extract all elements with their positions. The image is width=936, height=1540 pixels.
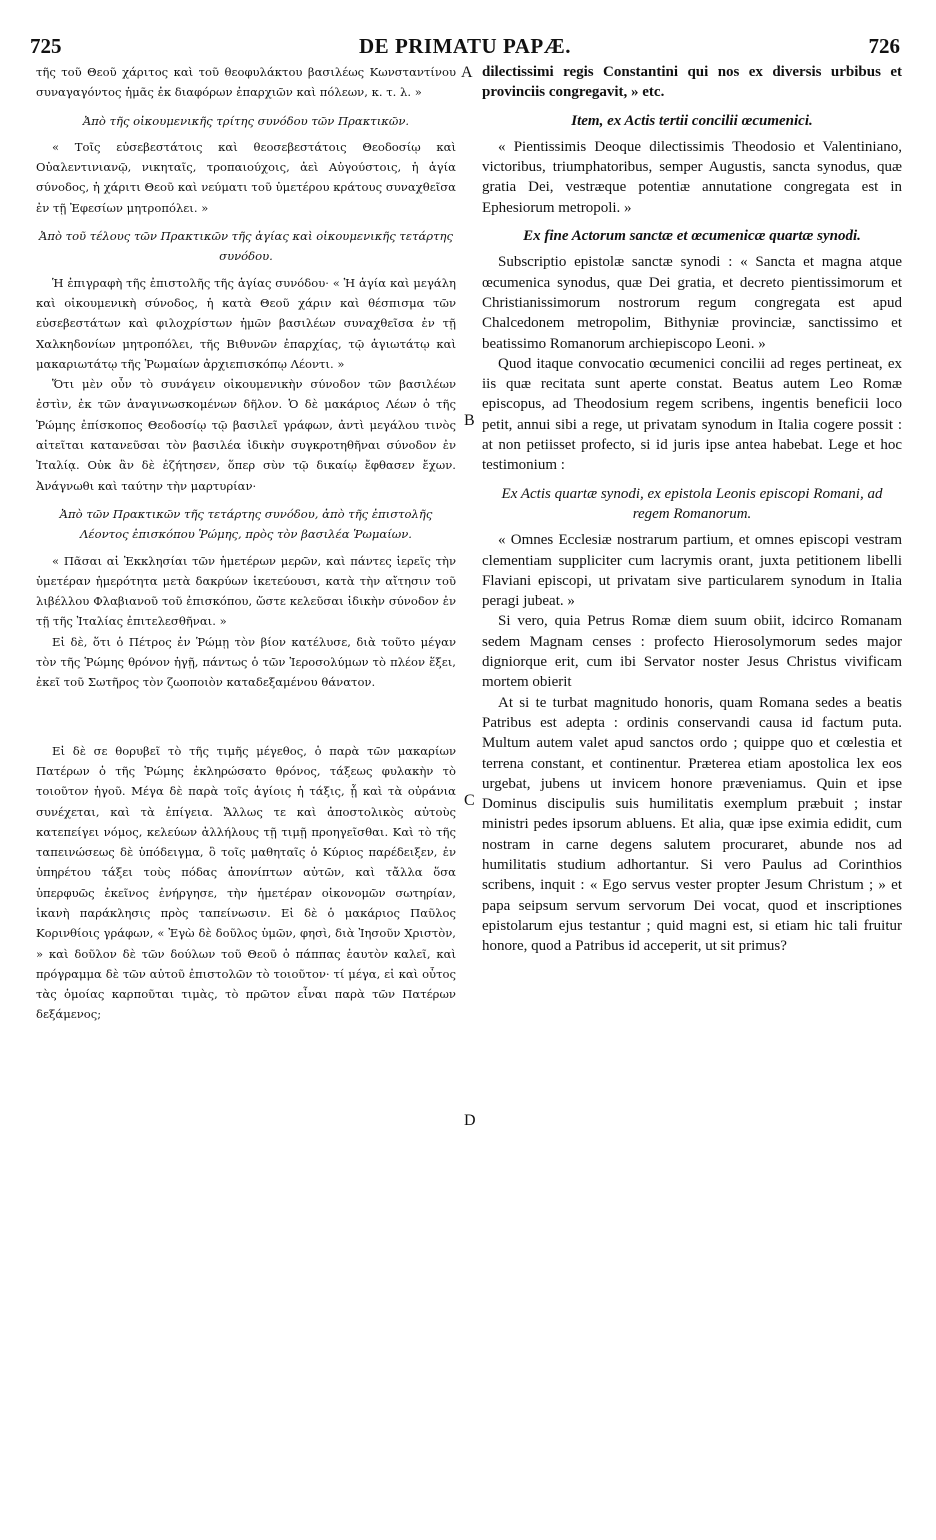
- margin-letter-b: B: [464, 412, 475, 429]
- greek-paragraph: Ἡ ἐπιγραφὴ τῆς ἐπιστολῆς τῆς ἁγίας συνόδου· « Ἡ ἁγία καὶ μεγάλη καὶ οἰκουμενικὴ σύνοδος, ἡ κατὰ Θεοῦ χάριν καὶ θέσπισμα τῶν εὐσεβεστάτων καὶ φιλοχρίστων ἡμῶν βασιλέων συναχθεῖσα ἐν τῇ Χαλκηδονίων μητροπόλει, τῆς Βιθυνῶν ἐπαρχίας, τῷ ἁγιωτάτῳ καὶ μακαριωτάτῳ τῆς Ῥωμαίων ἀρχιεπισκόπῳ Λέοντι. »: [36, 275, 456, 371]
- greek-section-heading: Ἀπὸ τῆς οἰκουμενικῆς τρίτης συνόδου τῶν Πρακτικῶν.: [82, 113, 410, 128]
- margin-letter-a: A: [461, 64, 473, 81]
- latin-paragraph: Quod itaque convocatio œcumenici concilii ad reges pertineat, ex iis quæ recitata sunt aperte constat. Beatus autem Leo Romæ episcopus, ad Theodosium regem scribens, ingentis beneficii loco petit, annui sibi a rege, ut privatam synodum in Italia cogere possit : at non petiisset profecto, si id juris ipse antea habebat. Lege et hoc testimonium :: [482, 355, 902, 474]
- greek-paragraph: Εἰ δὲ σε θορυβεῖ τὸ τῆς τιμῆς μέγεθος, ὁ παρὰ τῶν μακαρίων Πατέρων ὁ τῆς Ῥώμης ἐκληρώσατο θρόνος, τάξεως φυλακὴν τὸ τοιοῦτον ἡγοῦ. Μέγα δὲ παρὰ τοῖς ἁγίοις ἡ τάξις, ᾗ καὶ τὰ οὐράνια συνέχεται, καὶ τὰ ἐπίγεια. Ἄλλως τε καὶ ἀποστολικὸς αὐτοὺς κατεπείγει νόμος, κελεύων ἀλλήλους τῇ τιμῇ προηγεῖσθαι. Καὶ τὸ τῆς ταπεινώσεως δὲ ὑπόδειγμα, ὃ τοῖς μαθηταῖς ὁ Κύριος παρέδειξεν, ἐν ὑπηρέτου τάξει τοὺς πόδας ἀπονίπτων αὐτῶν, καὶ τἄλλα ὅσα ὑπερφυῶς ἐκεῖνος ἐνήργησε, τὴν ἡμετέραν οἰκονομῶν σωτηρίαν, ἱκανὴ παράκλησις πρὸς ταπείνωσιν. Εἰ δὲ ὁ μακάριος Παῦλος Κορινθίοις γράφων, « Ἐγὼ δὲ δοῦλος ὑμῶν, φησὶ, διὰ Ἰησοῦν Χριστὸν, » καὶ δοῦλον δὲ τῶν δούλων τοῦ Θεοῦ ὁ πάππας ἑαυτὸν καλεῖ, καὶ πρόγραμμα δὲ τῶν αὐτοῦ ἐπιστολῶν τὸ τοιοῦτον· τί μέγα, εἰ καὶ οὗτος τὰς ὁμοίας καρποῦται τιμὰς, τὸ πρῶτον εἶναι παρὰ τῶν Πατέρων δεξάμενος;: [36, 743, 456, 1022]
- greek-paragraph: τῆς τοῦ Θεοῦ χάριτος καὶ τοῦ θεοφυλάκτου βασιλέως Κωνσταντίνου συναγαγόντος ἡμᾶς ἐκ διαφόρων ἐπαρχιῶν καὶ πόλεων, κ. τ. λ. »: [36, 65, 456, 100]
- greek-paragraph: « Τοῖς εὐσεβεστάτοις καὶ θεοσεβεστάτοις Θεοδοσίῳ καὶ Οὐαλεντινιανῷ, νικηταῖς, τροπαιούχοις, ἀεὶ Αὐγούστοις, ἡ ἁγία σύνοδος, ἡ χάριτι Θεοῦ καὶ νεύματι τοῦ ὑμετέρου κράτους συναχθεῖσα ἐν τῇ Ἐφεσίων μητροπόλει. »: [36, 139, 456, 215]
- greek-paragraph: Ὅτι μὲν οὖν τὸ συνάγειν οἰκουμενικὴν σύνοδον τῶν βασιλέων ἐστὶν, ἐκ τῶν ἀναγινωσκομένων δῆλον. Ὁ δὲ μακάριος Λέων ὁ τῆς Ῥώμης ἐπίσκοπος Θεοδοσίῳ τῷ βασιλεῖ γράφων, ἀντὶ μεγάλου τινὸς αἰτεῖται κατανεῦσαι τὸν βασιλέα ἰδικὴν συγκροτηθῆναι σύνοδον ἐν Ἰταλίᾳ. Οὐκ ἂν δὲ ἐζήτησεν, ὅπερ σὺν τῷ δικαίῳ ἔφθασεν ἔχων. Ἀνάγνωθι καὶ ταύτην τὴν μαρτυρίαν·: [36, 377, 456, 493]
- latin-paragraph: Subscriptio epistolæ sanctæ synodi : « Sancta et magna atque œcumenica synodus, quæ Dei gratia, et decreto pientissimorum et Christianissimorum nostrorum regum congregata est apud Chalcedonem metropolim, Bithyniæ provinciæ, sanctissimo et beatissimo Romanorum archiepiscopo Leoni. »: [482, 254, 902, 352]
- greek-column: [36, 62, 456, 1025]
- margin-letter-d: D: [464, 1112, 476, 1129]
- latin-section-heading: Ex fine Actorum sanctæ et œcumenicæ quartæ synodi.: [523, 228, 861, 245]
- page-number-right: 726: [868, 34, 900, 58]
- latin-section-heading: Item, ex Actis tertii concilii œcumenici.: [571, 112, 813, 129]
- latin-paragraph: At si te turbat magnitudo honoris, quam Romana sedes a beatis Patribus est adepta : ordinis conservandi causa id factum puta. Multum autem valet apud sanctos ordo ; quippe quo et cœlestia et terrena constant, et continentur. Præterea etiam apostolica lex eos urgebat, jubens ut invicem honore præveniamus. Quin et ipse Dominus discipulis suis humilitatis exemplum præbuit ; instar ministri pedes ipsorum abluens. Et alia, quæ ipse eximia edidit, cum nostram in carne degens salutem procuraret, abunde nos ad humilitatis studium adhortantur. Si vero Paulus ad Corinthios scribens, inquit : « Ego servus vester propter Jesum Christum ; » et papa seipsum servum servorum Dei vocat, quod et inscriptiones epistolarum ejus testantur ; quid magni est, si etiam hic tali fruitur honore, quod a Patribus id acceperit, ut sit primus?: [482, 694, 902, 955]
- greek-paragraph: Εἰ δὲ, ὅτι ὁ Πέτρος ἐν Ῥώμῃ τὸν βίον κατέλυσε, διὰ τοῦτο μέγαν τὸν τῆς Ῥώμης θρόνον ἡγῇ, πάντως ὁ τῶν Ἱεροσολύμων τὸ πλέον ἕξει, ἐκεῖ τοῦ Σωτῆρος τὸν ζωοποιὸν καταδεξαμένου θάνατον.: [36, 634, 456, 690]
- latin-section-heading: Ex Actis quartæ synodi, ex epistola Leonis episcopi Romani, ad regem Romanorum.: [501, 485, 883, 522]
- greek-section-heading: Ἀπὸ τοῦ τέλους τῶν Πρακτικῶν τῆς ἁγίας καὶ οἰκουμενικῆς τετάρτης συνόδου.: [39, 229, 453, 264]
- latin-paragraph: « Pientissimis Deoque dilectissimis Theodosio et Valentiniano, victoribus, triumphatoribus, semper Augustis, sancta synodus, quæ gratia Dei, vestræque potentiæ annutatione congregata est in Ephesiorum metropoli. »: [482, 138, 902, 216]
- page-number-left: 725: [30, 34, 62, 58]
- latin-column: [482, 62, 902, 956]
- latin-paragraph: « Omnes Ecclesiæ nostrarum partium, et omnes episcopi vestram clementiam suppliciter cum lacrymis orant, juxta petitionem libelli Flaviani episcopi, ut privatam sive particularem synodum in Italia peragi jubeat. »: [482, 532, 902, 610]
- greek-section-heading: Ἀπὸ τῶν Πρακτικῶν τῆς τετάρτης συνόδου, ἀπὸ τῆς ἐπιστολῆς Λέοντος ἐπισκόπου Ῥώμης, πρὸς τὸν βασιλέα Ῥωμαίων.: [59, 506, 433, 542]
- running-header: [30, 34, 900, 60]
- latin-paragraph: Si vero, quia Petrus Romæ diem suum obiit, idcirco Romanam sedem Magnam censes : profecto Hierosolymorum sedes major digniorque erit, cum ibi Servator noster Jesus Christus vivificam mortem obierit: [482, 613, 902, 691]
- latin-paragraph: dilectissimi regis Constantini qui nos ex diversis urbibus et provinciis congregavit, » etc.: [482, 64, 902, 101]
- greek-paragraph: « Πᾶσαι αἱ Ἐκκλησίαι τῶν ἡμετέρων μερῶν, καὶ πάντες ἱερεῖς τὴν ὑμετέραν ἡμερότητα μετὰ δακρύων ἱκετεύουσι, κατὰ τὴν αἴτησιν τοῦ λιβέλλου Φλαβιανοῦ τοῦ ἐπισκόπου, ὥστε κελεῦσαι ἰδικὴν σύνοδον ἐν τῇ τῆς Ἰταλίας ἐπιτελεσθῆναι. »: [36, 553, 456, 629]
- margin-letter-c: C: [464, 792, 475, 809]
- running-title: DE PRIMATU PAPÆ.: [359, 34, 571, 58]
